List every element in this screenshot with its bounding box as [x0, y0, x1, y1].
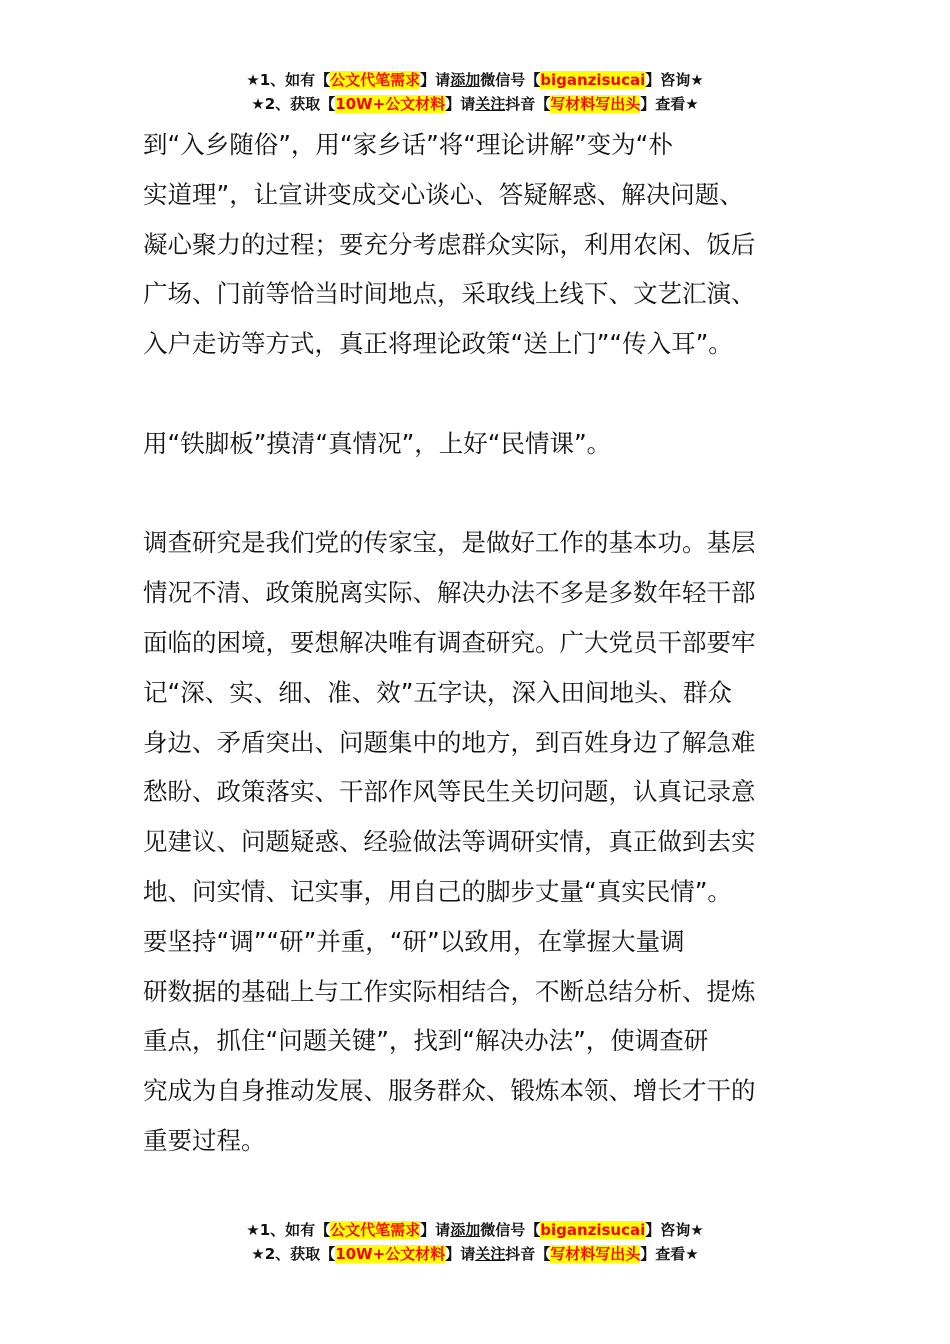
underlined-follow: 关注: [475, 95, 506, 113]
text-line: 究成为自身推动发展、服务群众、锻炼本领、增长才干的: [143, 1076, 756, 1106]
text-line: 入户走访等方式，真正将理论政策“送上门”“传入耳”。: [143, 329, 733, 359]
banner-line-1: [0, 68, 950, 92]
text-line: 调查研究是我们党的传家宝，是做好工作的基本功。基层: [143, 528, 756, 558]
banner-text: 抖音【: [505, 95, 551, 113]
highlight-douyin-account: 写材料写出头: [550, 95, 641, 113]
banner-text: 抖音【: [505, 1245, 551, 1263]
text-line: 重要过程。: [143, 1125, 266, 1155]
banner-text: ★2、获取【: [251, 1245, 336, 1263]
banner-text: 微信号【: [480, 1221, 541, 1239]
highlight-service: 公文代笔需求: [330, 1221, 421, 1239]
banner-line-1: [0, 1218, 950, 1242]
text-line: 凝心聚力的过程；要充分考虑群众实际，利用农闲、饭后: [143, 229, 756, 259]
paragraph-gap: [143, 369, 808, 419]
banner-line-2: [0, 92, 950, 116]
section-heading: 用“铁脚板”摸清“真情况”，上好“民情课”。: [143, 428, 612, 458]
banner-text: 】请: [420, 1221, 451, 1239]
text-line: 见建议、问题疑惑、经验做法等调研实情，真正做到去实: [143, 827, 756, 857]
banner-text: 微信号【: [480, 71, 541, 89]
text-line: 广场、门前等恰当时间地点，采取线上线下、文艺汇演、: [143, 279, 756, 309]
banner-text: ★1、如有【: [246, 1221, 331, 1239]
header-banner: [0, 68, 950, 116]
text-line: 情况不清、政策脱离实际、解决办法不多是多数年轻干部: [143, 578, 756, 608]
text-line: 重点，抓住“问题关键”，找到“解决办法”，使调查研: [143, 1026, 709, 1056]
text-line: 面临的困境，要想解决唯有调查研究。广大党员干部要牢: [143, 627, 756, 657]
text-line: 要坚持“调”“研”并重，“研”以致用，在掌握大量调: [143, 926, 685, 956]
banner-text: ★2、获取【: [251, 95, 336, 113]
footer-banner: [0, 1218, 950, 1266]
underlined-follow: 关注: [475, 1245, 506, 1263]
highlight-wechat-id: biganzisucai: [540, 1221, 646, 1239]
banner-text: 】查看★: [640, 1245, 699, 1263]
banner-text: 】请: [445, 95, 476, 113]
banner-text: 】查看★: [640, 95, 699, 113]
banner-text: 】咨询★: [645, 71, 704, 89]
text-line: 实道理”，让宣讲变成交心谈心、答疑解惑、解决问题、: [143, 179, 744, 209]
text-line: 身边、矛盾突出、问题集中的地方，到百姓身边了解急难: [143, 727, 756, 757]
highlight-service: 公文代笔需求: [330, 71, 421, 89]
banner-text: ★1、如有【: [246, 71, 331, 89]
highlight-douyin-account: 写材料写出头: [550, 1245, 641, 1263]
banner-text: 】请: [445, 1245, 476, 1263]
highlight-materials: 10W+公文材料: [335, 95, 446, 113]
underlined-add: 添加: [450, 1221, 481, 1239]
text-line: 地、问实情、记实事，用自己的脚步丈量“真实民情”。: [143, 876, 732, 906]
highlight-materials: 10W+公文材料: [335, 1245, 446, 1263]
underlined-add: 添加: [450, 71, 481, 89]
text-line: 研数据的基础上与工作实际相结合，不断总结分析、提炼: [143, 976, 756, 1006]
paragraph-1: [143, 120, 808, 369]
text-line: 到“入乡随俗”，用“家乡话”将“理论讲解”变为“朴: [143, 130, 673, 159]
highlight-wechat-id: biganzisucai: [540, 71, 646, 89]
text-line: 记“深、实、细、准、效”五字诀，深入田间地头、群众: [143, 677, 732, 707]
paragraph-gap: [143, 469, 808, 519]
banner-text: 】请: [420, 71, 451, 89]
paragraph-2: [143, 518, 808, 1165]
banner-text: 】咨询★: [645, 1221, 704, 1239]
document-body: [143, 120, 808, 1166]
text-line: 愁盼、政策落实、干部作风等民生关切问题，认真记录意: [143, 777, 756, 807]
banner-line-2: [0, 1242, 950, 1266]
